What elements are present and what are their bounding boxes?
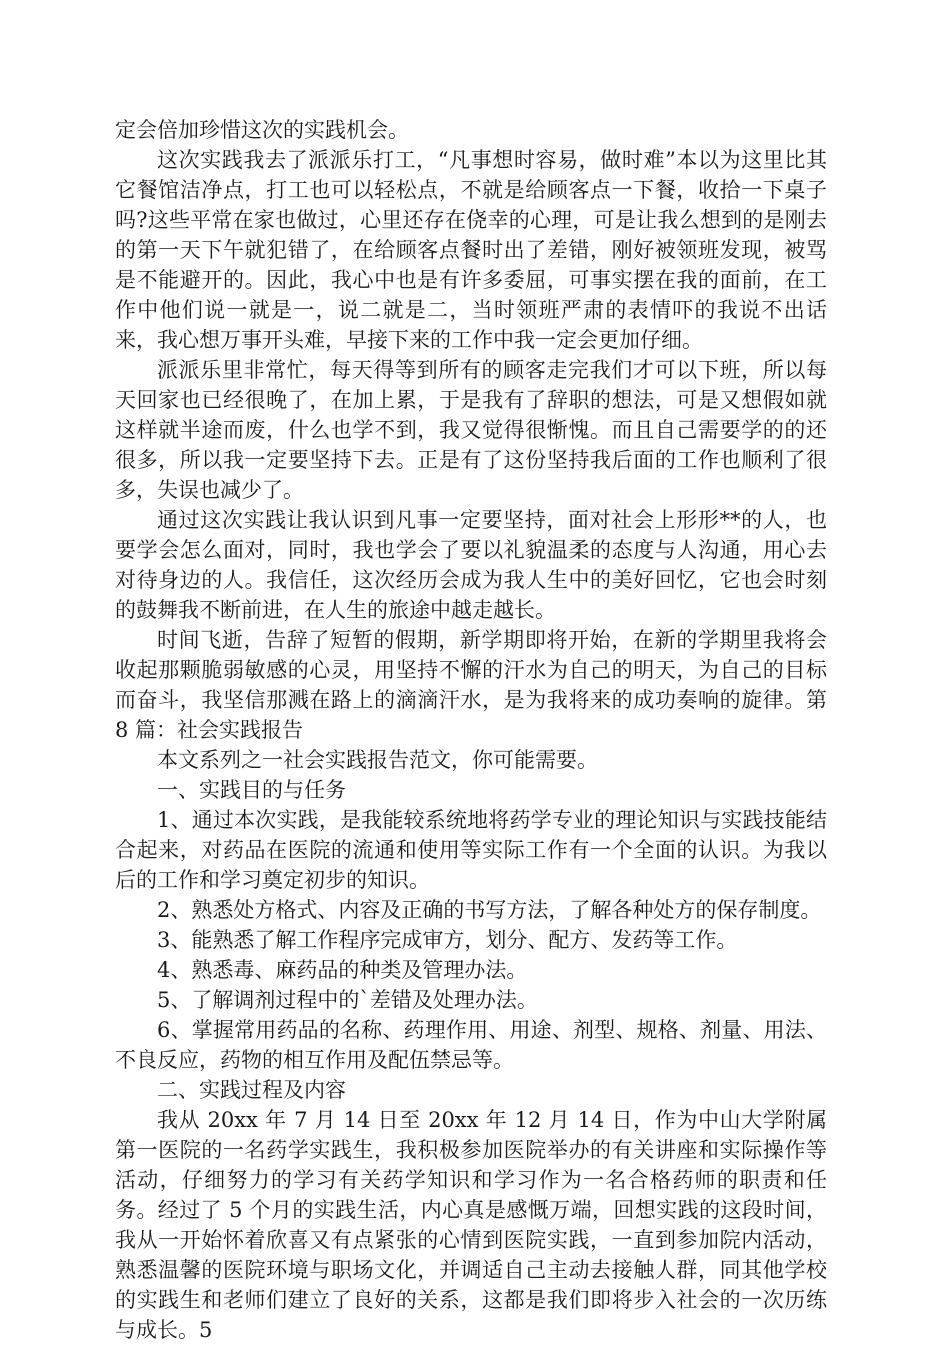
document-body — [115, 115, 827, 1345]
paragraph-series-note: 本文系列之一社会实践报告范文，你可能需要。 — [157, 748, 598, 772]
goal-item-3: 3、能熟悉了解工作程序完成审方，划分、配方、发药等工作。 — [157, 928, 738, 952]
paragraph-paipaile-work: 这次实践我去了派派乐打工，“凡事想时容易，做时难”本以为这里比其它餐馆洁净点，打工也可以轻松点，不就是给顾客点一下餐，收拾一下桌子吗?这些平常在家也做过，心里还存在侥幸的心理，可是让我么想到的是刚去的第一天下午就犯错了，在给顾客点餐时出了差错，刚好被领班发现，被骂是不能避开的。因此，我心中也是有许多委屈，可事实摆在我的面前，在工作中他们说一就是一，说二就是二，当时领班严肃的表情吓的我说不出话来，我心想万事开头难，早接下来的工作中我一定会更加仔细。 — [115, 148, 827, 352]
goal-item-1: 1、通过本次实践，是我能较系统地将药学专业的理论知识与实践技能结合起来，对药品在医院的流通和使用等实际工作有一个全面的认识。为我以后的工作和学习奠定初步的知识。 — [115, 808, 827, 892]
goal-item-4: 4、熟悉毒、麻药品的种类及管理办法。 — [157, 958, 528, 982]
section-heading-goals: 一、实践目的与任务 — [157, 778, 346, 802]
paragraph-practice-period: 我从 20xx 年 7 月 14 日至 20xx 年 12 月 14 日，作为中山大学附属第一医院的一名药学实践生，我积极参加医院举办的有关讲座和实际操作等活动，仔细努力的学习有关药学知识和学习作为一名合格药师的职责和任务。经过了 5 个月的实践生活，内心真是感慨万端，回想实践的这段时间，我从一开始怀着欣喜又有点紧张的心情到医院实践，一直到参加院内活动，熟悉温馨的医院环境与职场文化，并调适自己主动去接触人群，同其他学校的实践生和老师们建立了良好的关系，这都是我们即将步入社会的一次历练与成长。5 — [115, 1108, 827, 1342]
paragraph-intro-end: 定会倍加珍惜这次的实践机会。 — [115, 118, 409, 142]
goal-item-5: 5、了解调剂过程中的`差错及处理办法。 — [157, 988, 538, 1012]
section-heading-process: 二、实践过程及内容 — [157, 1078, 346, 1102]
goal-item-2: 2、熟悉处方格式、内容及正确的书写方法，了解各种处方的保存制度。 — [157, 898, 822, 922]
paragraph-busy-work: 派派乐里非常忙，每天得等到所有的顾客走完我们才可以下班，所以每天回家也已经很晚了，在加上累，于是我有了辞职的想法，可是又想假如就这样就半途而废，什么也学不到，我又觉得很惭愧。而且自己需要学的的还很多，所以我一定要坚持下去。正是有了这份坚持我后面的工作也顺利了很多，失误也减少了。 — [115, 358, 827, 502]
paragraph-new-semester: 时间飞逝，告辞了短暂的假期，新学期即将开始，在新的学期里我将会收起那颗脆弱敏感的心灵，用坚持不懈的汗水为自己的明天，为自己的目标而奋斗，我坚信那溅在路上的滴滴汗水，是为我将来的成功奏响的旋律。第 8 篇：社会实践报告 — [115, 628, 827, 742]
goal-item-6: 6、掌握常用药品的名称、药理作用、用途、剂型、规格、剂量、用法、不良反应，药物的相互作用及配伍禁忌等。 — [115, 1018, 827, 1072]
paragraph-persistence: 通过这次实践让我认识到凡事一定要坚持，面对社会上形形**的人，也要学会怎么面对，同时，我也学会了要以礼貌温柔的态度与人沟通，用心去对待身边的人。我信任，这次经历会成为我人生中的美好回忆，它也会时刻的鼓舞我不断前进，在人生的旅途中越走越长。 — [115, 508, 827, 622]
